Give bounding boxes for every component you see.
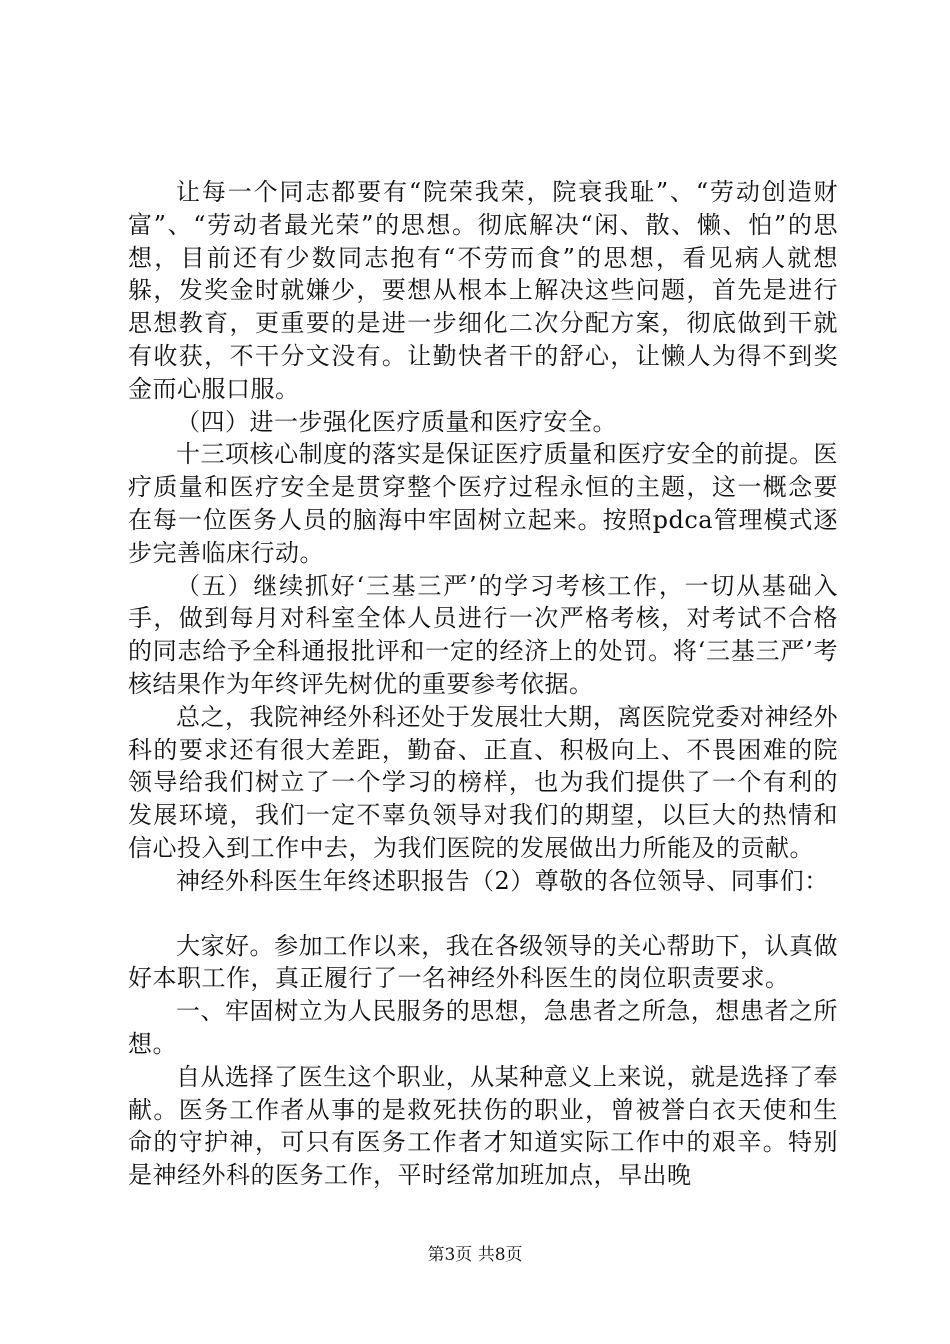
paragraph-last: 自从选择了医生这个职业，从某种意义上来说，就是选择了奉献。医务工作者从事的是救死扶伤的职业，曾被誉白衣天使和生命的守护神，可只有医务工作者才知道实际工作中的艰辛。特别是神经外科的医务工作，平时经常加班加点，早出晚 [128,1062,838,1190]
paragraph-conclusion: 总之，我院神经外科还处于发展壮大期，离医院党委对神经外科的要求还有很大差距，勤奋、正直、积极向上、不畏困难的院领导给我们树立了一个学习的榜样，也为我们提供了一个有利的发展环境，我们一定不辜负领导对我们的期望，以巨大的热情和信心投入到工作中去，为我们医院的发展做出力所能及的贡献。 [128,702,838,862]
section-heading-1: 一、牢固树立为人民服务的思想，急患者之所急，想患者之所想。 [128,997,838,1058]
paragraph-greeting: 大家好。参加工作以来，我在各级领导的关心帮助下，认真做好本职工作，真正履行了一名神经外科医生的岗位职责要求。 [128,931,838,993]
paragraph-1: 让每一个同志都要有“院荣我荣，院衰我耻”、“劳动创造财富”、“劳动者最光荣”的思想。彻底解决“闲、散、懒、怕”的思想，目前还有少数同志抱有“不劳而食”的思想，看见病人就想躲，发奖金时就嫌少，要想从根本上解决这些问题，首先是进行思想教育，更重要的是进一步细化二次分配方案，彻底做到干就有收获，不干分文没有。让勤快者干的舒心，让懒人为得不到奖金而心服口服。 [128,178,838,403]
report-title-2: 神经外科医生年终述职报告（2）尊敬的各位领导、同事们： [176,866,829,895]
section-heading-4: （四）进一步强化医疗质量和医疗安全。 [176,407,617,436]
page-footer: 第3页 共8页 [427,1245,523,1265]
document-body [128,176,838,1192]
section-heading-5: （五）继续抓好‘三基三严’的学习考核工作，一切从基础入手，做到每月对科室全体人员进行一次严格考核，对考试不合格的同志给予全科通报批评和一定的经济上的处罚。将‘三基三严’考核结果作为年终评先树优的重要参考依据。 [128,571,838,698]
paragraph-2: 十三项核心制度的落实是保证医疗质量和医疗安全的前提。医疗质量和医疗安全是贯穿整个医疗过程永恒的主题，这一概念要在每一位医务人员的脑海中牢固树立起来。按照pdca管理模式逐步完善临床行动。 [128,440,838,567]
